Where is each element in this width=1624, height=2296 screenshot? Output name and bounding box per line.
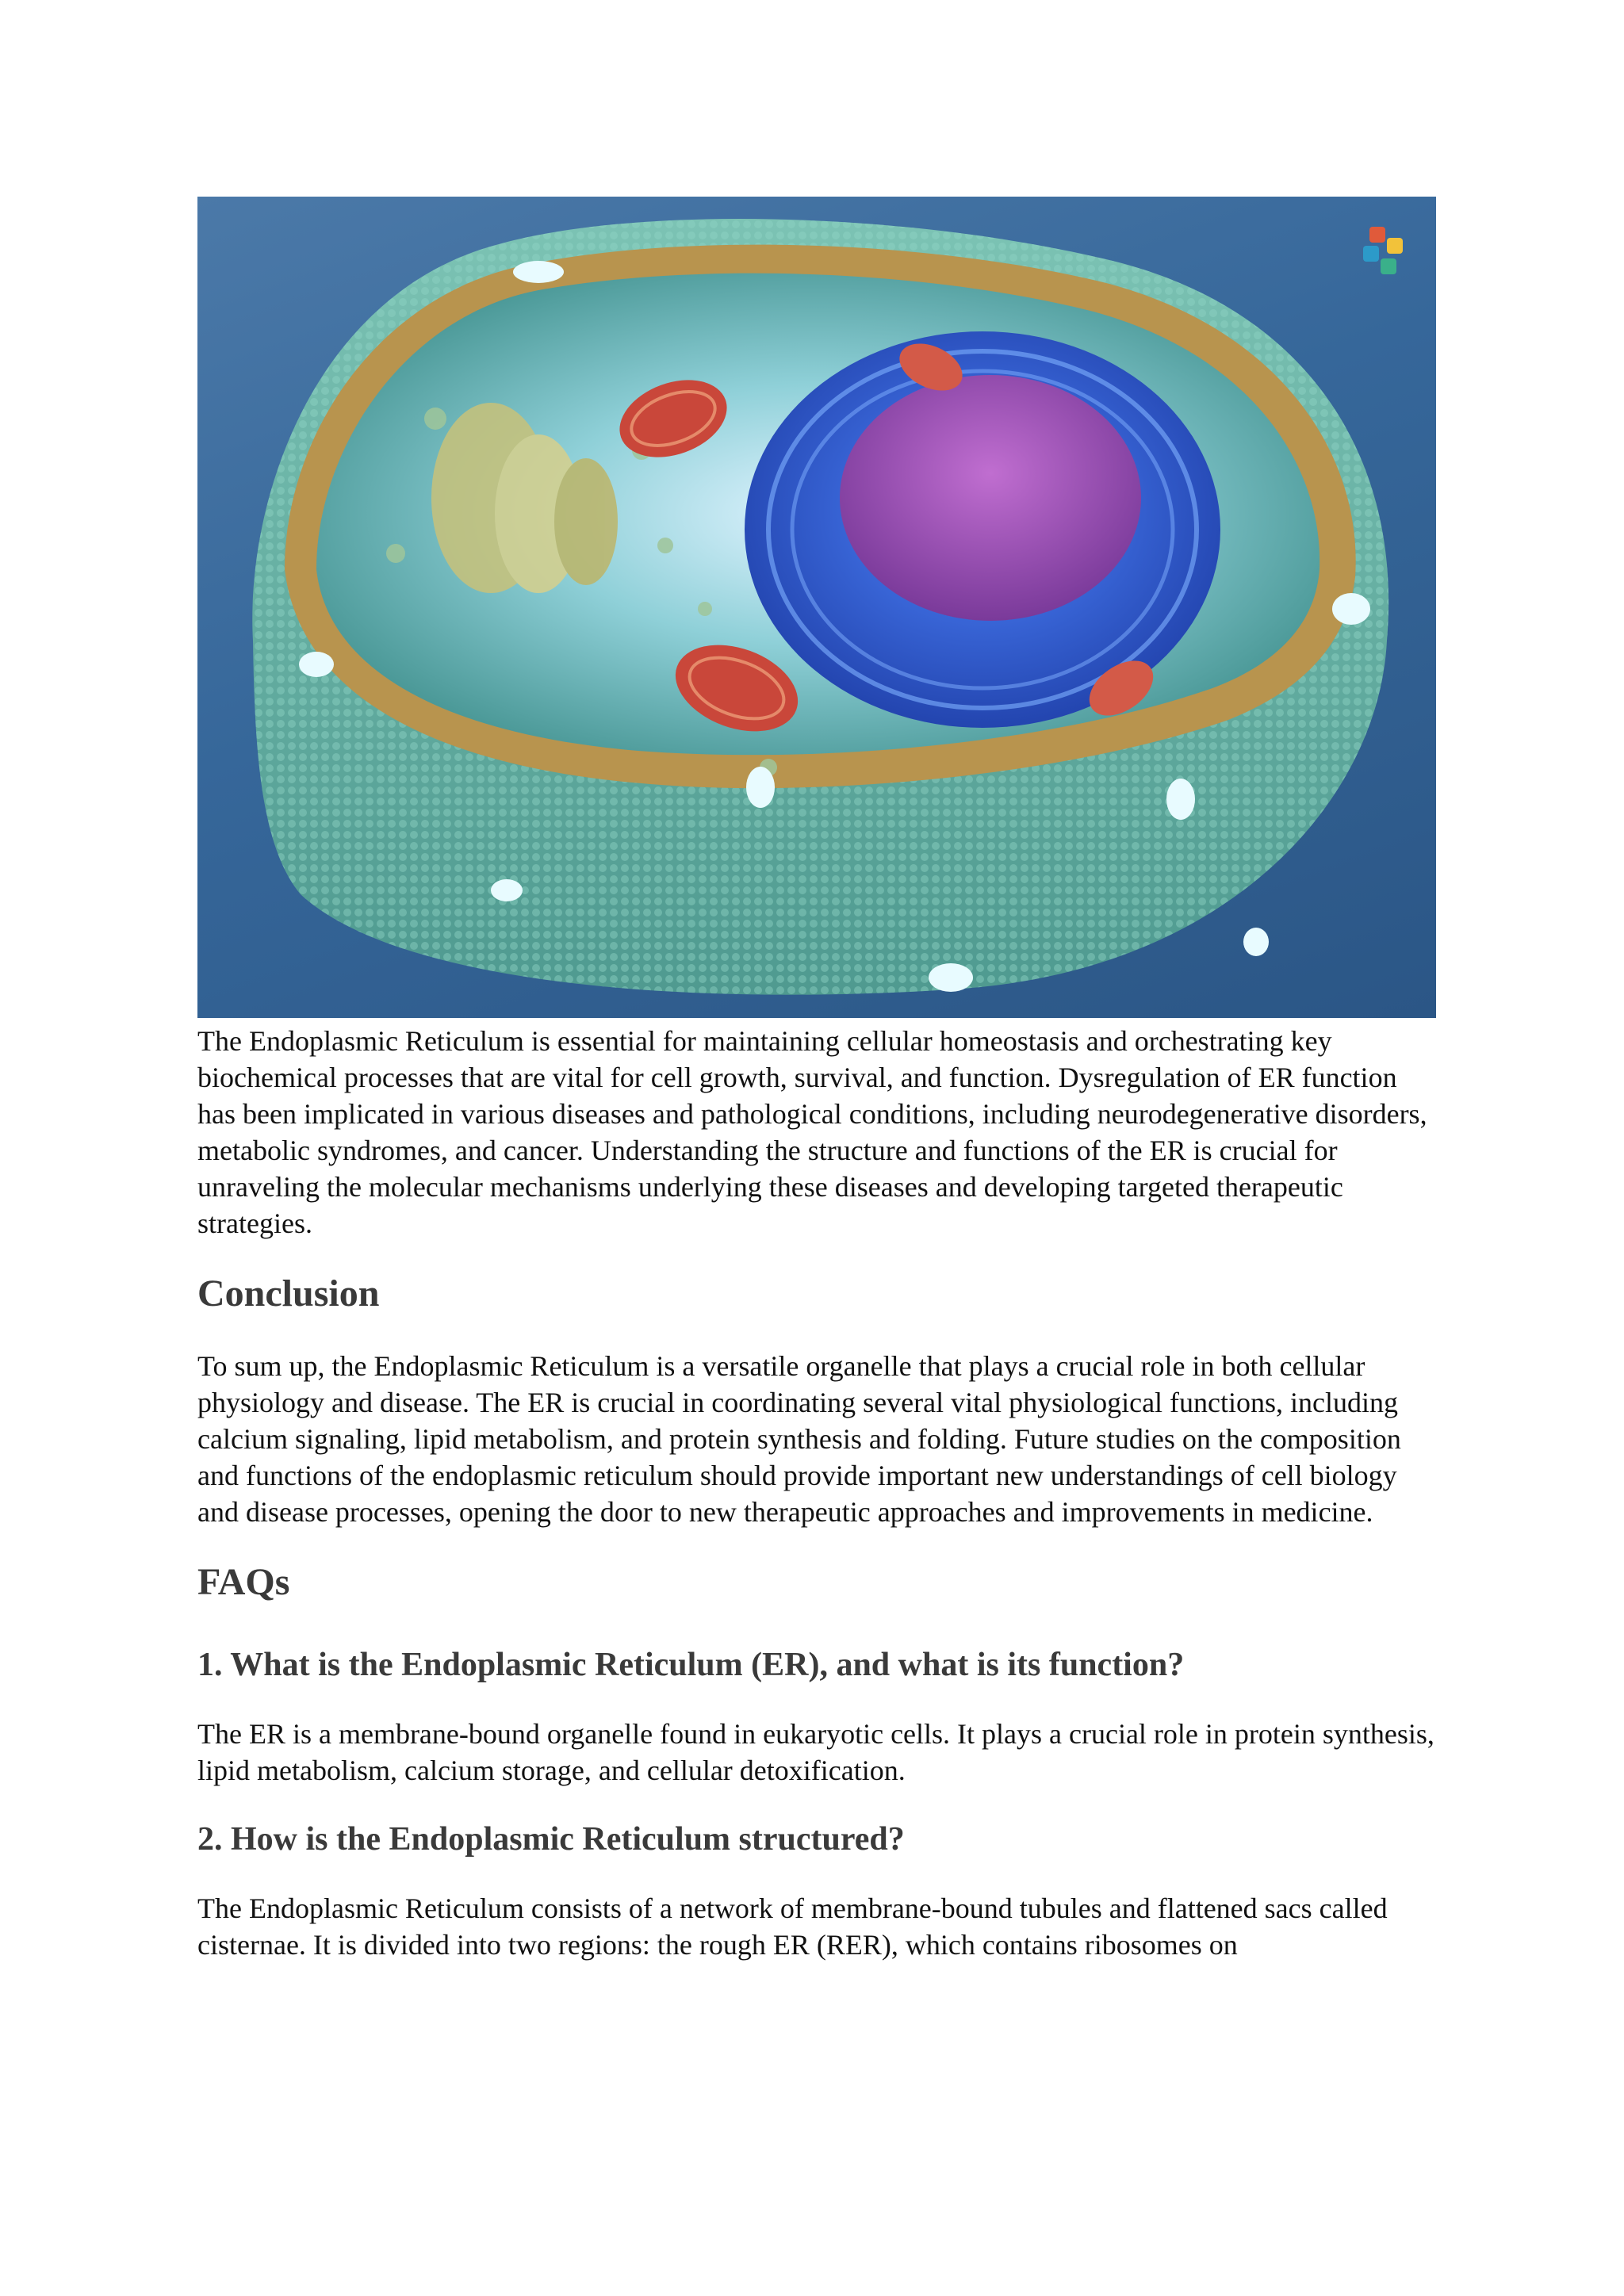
document-page xyxy=(197,197,1436,1963)
publisher-logo-icon xyxy=(1363,227,1403,274)
faq-answer-1: The ER is a membrane-bound organelle found in eukaryotic cells. It plays a crucial role in protein synthesis, lipid metabolism, calcium storage, and cellular detoxification. xyxy=(197,1718,1434,1786)
faq-question-1: 1. What is the Endoplasmic Reticulum (ER), and what is its function? xyxy=(197,1647,1185,1683)
cell-diagram-graphic xyxy=(197,197,1436,1018)
faq-answer-2: The Endoplasmic Reticulum consists of a network of membrane-bound tubules and flattened sacs called cisternae. It is divided into two regions: the rough ER (RER), which contains ribosomes on xyxy=(197,1892,1388,1961)
conclusion-heading: Conclusion xyxy=(197,1272,380,1314)
nucleolus xyxy=(840,375,1141,621)
conclusion-paragraph: To sum up, the Endoplasmic Reticulum is a versatile organelle that plays a crucial role in both cellular physiology and disease. The ER is crucial in coordinating several vital physiological functions, including calcium signaling, lipid metabolism, and protein synthesis and folding. Future studies on the composition and functions of the endoplasmic reticulum should provide important new understandings of cell biology and disease processes, opening the door to new therapeutic approaches and improvements in medicine. xyxy=(197,1350,1401,1528)
intro-paragraph: The Endoplasmic Reticulum is essential for maintaining cellular homeostasis and orchestrating key biochemical processes that are vital for cell growth, survival, and function. Dysregulation of ER function has been implicated in various diseases and pathological conditions, including neurodegenerative disorders, metabolic syndromes, and cancer. Understanding the structure and functions of the ER is crucial for unraveling the molecular mechanisms underlying these diseases and developing targeted therapeutic strategies. xyxy=(197,1025,1427,1239)
cell-illustration xyxy=(197,197,1436,1018)
faqs-heading: FAQs xyxy=(197,1561,290,1603)
faq-question-2: 2. How is the Endoplasmic Reticulum structured? xyxy=(197,1821,905,1858)
